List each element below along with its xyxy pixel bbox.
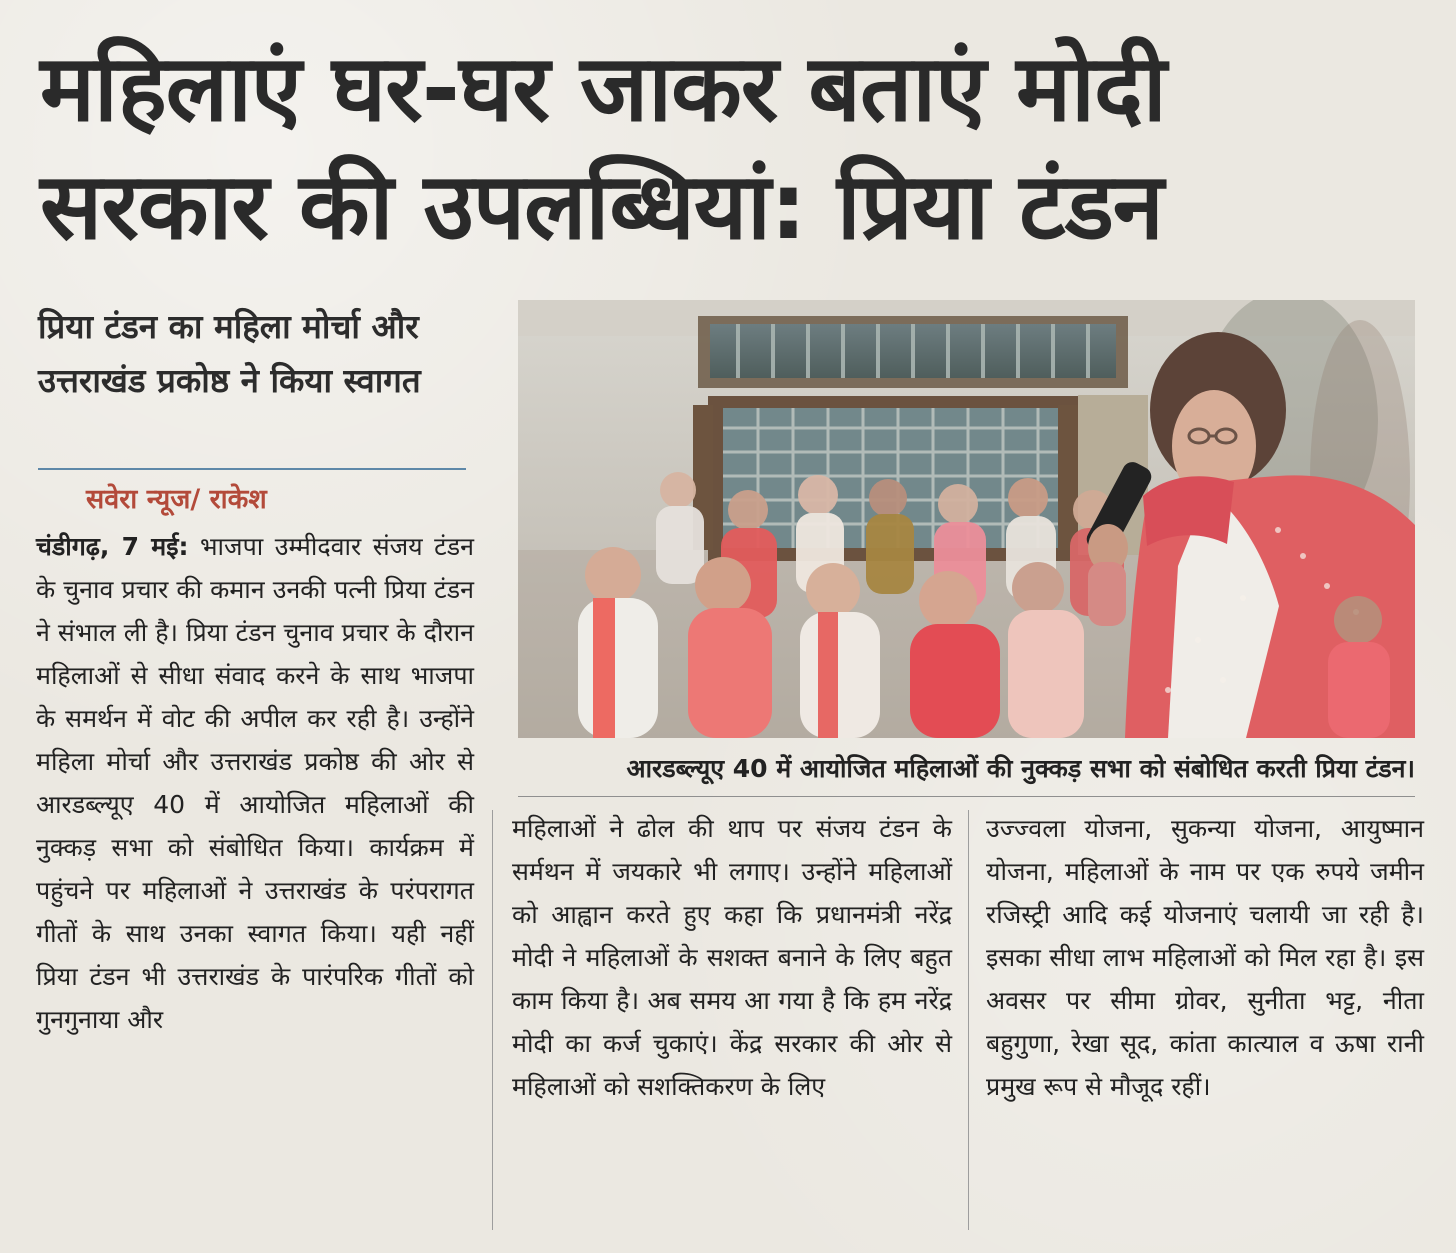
article-column-3: उज्ज्वला योजना, सुकन्या योजना, आयुष्मान योजना, महिलाओं के नाम पर एक रुपये जमीन रजिस्ट्री आदि कई योजनाएं चलायी जा रही है। इसका सीधा लाभ महिलाओं को मिल रहा है। इस अवसर पर सीमा ग्रोवर, सुनीता भट्ट, नीता बहुगुणा, रेखा सूद, कांता कात्याल व ऊषा रानी प्रमुख रूप से मौजूद रहीं। bbox=[986, 814, 1424, 1101]
byline: सवेरा न्यूज/ राकेश bbox=[86, 484, 267, 515]
column-1-text: भाजपा उम्मीदवार संजय टंडन के चुनाव प्रचार की कमान उनकी पत्नी प्रिया टंडन ने संभाल ली है। प्रिया टंडन चुनाव प्रचार के दौरान महिलाओं से सीधा संवाद करने के साथ भाजपा के समर्थन में वोट की अपील कर रही है। उन्होंने महिला मोर्चा और उत्तराखंड प्रकोष्ठ की ओर से आरडब्ल्यूए 40 में आयोजित महिलाओं की नुक्कड़ सभा को संबोधित किया। कार्यक्रम में पहुंचने पर महिलाओं ने उत्तराखंड के परंपरागत गीतों के साथ उनका स्वागत किया। यही नहीं प्रिया टंडन भी उत्तराखंड के पारंपरिक गीतों को गुनगुनाया और bbox=[36, 532, 474, 1034]
article-column-2: महिलाओं ने ढोल की थाप पर संजय टंडन के सर्मथन में जयकारे भी लगाए। उन्होंने महिलाओं को आह्वान करते हुए कहा कि प्रधानमंत्री नरेंद्र मोदी ने महिलाओं के सशक्त बनाने के लिए बहुत काम किया है। अब समय आ गया है कि हम नरेंद्र मोदी का कर्ज चुकाएं। केंद्र सरकार की ओर से महिलाओं को सशक्तिकरण के लिए bbox=[512, 814, 952, 1101]
dateline: चंडीगढ़, 7 मई: bbox=[36, 532, 189, 561]
article-column-1 bbox=[36, 525, 474, 1041]
caption-rule bbox=[518, 796, 1415, 797]
column-divider-1 bbox=[492, 810, 493, 1230]
headline: महिलाएं घर-घर जाकर बताएं मोदी सरकार की उपलब्धियां: प्रिया टंडन bbox=[40, 35, 1166, 260]
column-divider-2 bbox=[968, 810, 969, 1230]
news-photo bbox=[518, 300, 1415, 738]
subheadline: प्रिया टंडन का महिला मोर्चा और उत्तराखंड प्रकोष्ठ ने किया स्वागत bbox=[38, 307, 421, 400]
photo-caption: आरडब्ल्यूए 40 में आयोजित महिलाओं की नुक्कड़ सभा को संबोधित करती प्रिया टंडन। bbox=[626, 754, 1415, 783]
subheadline-rule bbox=[38, 468, 466, 470]
